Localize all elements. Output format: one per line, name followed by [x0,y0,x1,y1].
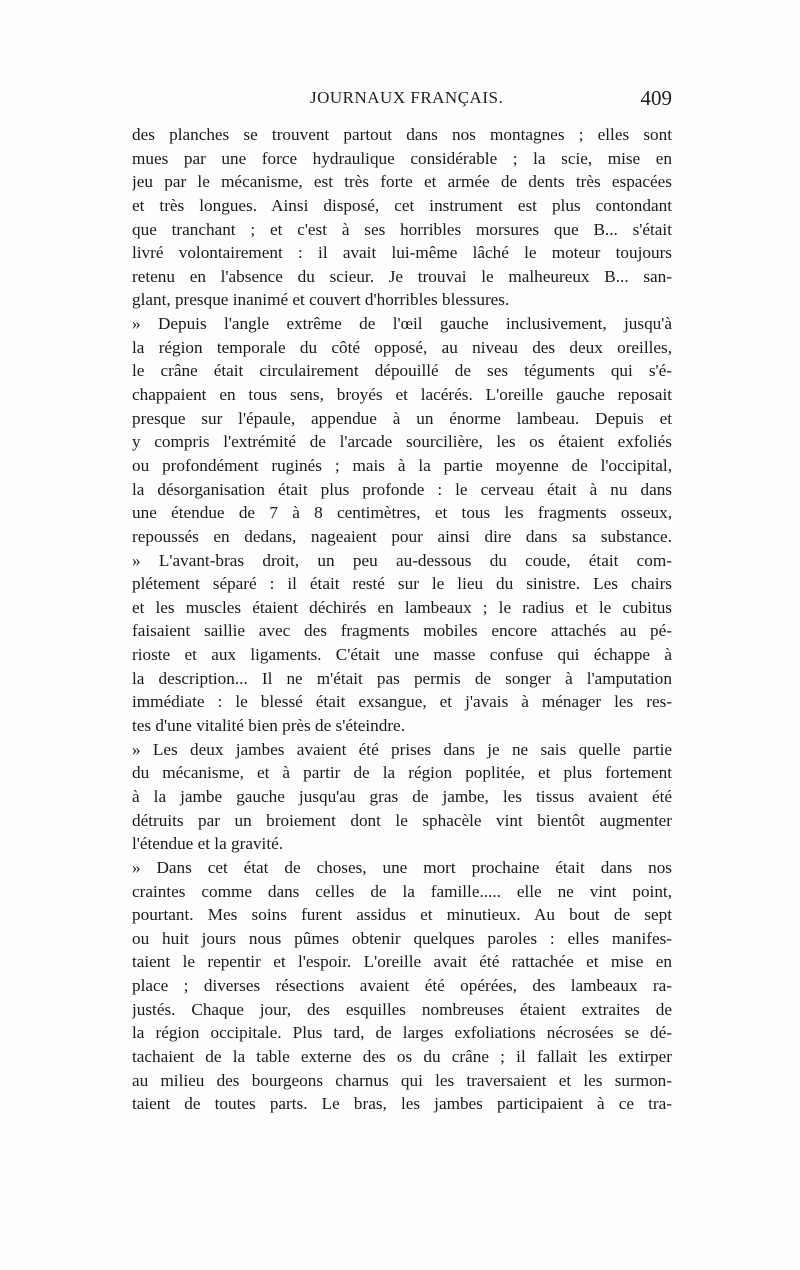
text-line: livré volontairement : il avait lui-même lâché le moteur toujours [132,243,672,263]
text-line: la région occipitale. Plus tard, de larges exfoliations nécrosées se dé- [132,1023,672,1043]
running-title: JOURNAUX FRANÇAIS. [310,88,504,107]
text-line: faisaient saillie avec des fragments mobiles encore attachés au pé- [132,621,672,641]
text-line: à la jambe gauche jusqu'au gras de jambe, les tissus avaient été [132,786,672,806]
text-line: craintes comme dans celles de la famille..... elle ne vint point, [132,881,672,901]
text-line: une étendue de 7 à 8 centimètres, et tous les fragments osseux, [132,503,672,523]
text-line: » Depuis l'angle extrême de l'œil gauche inclusivement, jusqu'à [132,314,672,334]
text-line: y compris l'extrémité de l'arcade sourcilière, les os étaient exfoliés [132,432,672,452]
text-line: pourtant. Mes soins furent assidus et minutieux. Au bout de sept [132,905,672,925]
text-line: glant, presque inanimé et couvert d'horribles blessures. [132,290,510,310]
text-line: chappaient en tous sens, broyés et lacérés. L'oreille gauche reposait [132,385,672,405]
text-line: repoussés en dedans, nageaient pour ainsi dire dans sa substance. [132,526,672,546]
text-line: ou huit jours nous pûmes obtenir quelques paroles : elles manifes- [132,928,672,948]
text-line: des planches se trouvent partout dans nos montagnes ; elles sont [132,125,672,144]
text-line: la région temporale du côté opposé, au niveau des deux oreilles, [132,337,672,357]
running-head [132,88,672,116]
text-line: la désorganisation était plus profonde : le cerveau était à nu dans [132,479,672,499]
body-text [132,123,672,1116]
text-line: place ; diverses résections avaient été opérées, des lambeaux ra- [132,976,672,996]
text-line: la description... Il ne m'était pas permis de songer à l'amputation [132,668,672,688]
text-line: au milieu des bourgeons charnus qui les traversaient et les surmon- [132,1070,672,1090]
text-line: » L'avant-bras droit, un peu au-dessous du coude, était com- [132,550,672,570]
text-line: détruits par un broiement dont le sphacèle vint bientôt augmenter [132,810,672,830]
text-line: du mécanisme, et à partir de la région poplitée, et plus fortement [132,763,672,783]
text-line: » Les deux jambes avaient été prises dans je ne sais quelle partie [132,739,672,759]
text-line: et très longues. Ainsi disposé, cet instrument est plus contondant [132,195,672,215]
text-line: jeu par le mécanisme, est très forte et armée de dents très espacées [132,172,672,192]
text-line: taient le repentir et l'espoir. L'oreille avait été rattachée et mise en [132,952,672,972]
text-line: que tranchant ; et c'est à ses horribles morsures que B... s'était [132,219,672,239]
text-line: taient de toutes parts. Le bras, les jambes participaient à ce tra- [132,1094,672,1114]
text-line: plétement séparé : il était resté sur le lieu du sinistre. Les chairs [132,574,672,594]
text-line: presque sur l'épaule, appendue à un énorme lambeau. Depuis et [132,408,672,428]
text-line: mues par une force hydraulique considérable ; la scie, mise en [132,148,672,168]
text-line: l'étendue et la gravité. [132,834,284,854]
page-number: 409 [640,86,672,110]
text-line: tachaient de la table externe des os du crâne ; il fallait les extirper [132,1046,672,1066]
text-line: justés. Chaque jour, des esquilles nombreuses étaient extraites de [132,999,672,1019]
text-line: tes d'une vitalité bien près de s'éteindre. [132,716,405,736]
text-line: ou profondément ruginés ; mais à la partie moyenne de l'occipital, [132,455,672,475]
text-line: et les muscles étaient déchirés en lambeaux ; le radius et le cubitus [132,597,672,617]
text-line: immédiate : le blessé était exsangue, et j'avais à ménager les res- [132,692,672,712]
text-line: le crâne était circulairement dépouillé de ses téguments qui s'é- [132,361,672,381]
text-line: rioste et aux ligaments. C'était une masse confuse qui échappe à [132,645,672,665]
text-line: retenu en l'absence du scieur. Je trouvai le malheureux B... san- [132,266,672,286]
text-line: » Dans cet état de choses, une mort prochaine était dans nos [132,857,672,877]
